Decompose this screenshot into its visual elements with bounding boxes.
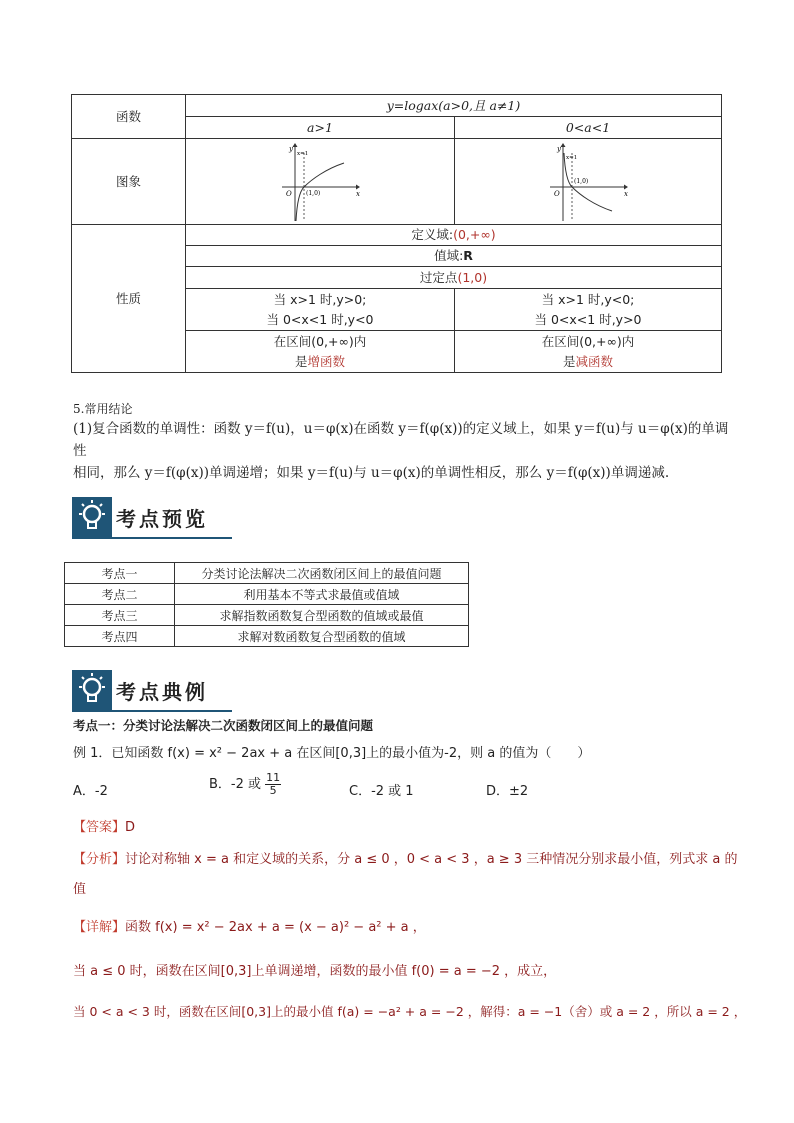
sign1-line1: 当 x>1 时,y>0;	[273, 291, 367, 307]
answer-value: D	[125, 820, 136, 835]
preview-key: 考点一	[65, 563, 175, 584]
table-row	[65, 626, 469, 647]
sign2-line2: 当 0<x<1 时,y>0	[534, 311, 642, 327]
range-cell	[186, 246, 722, 267]
domain-value: (0,+∞)	[453, 227, 496, 242]
mono2-prefix: 是	[562, 353, 576, 369]
lightbulb-icon	[72, 497, 112, 537]
monotonic-cell-decreasing	[455, 331, 722, 373]
graph-decreasing	[455, 139, 722, 225]
table-row	[65, 563, 469, 584]
analysis-tag: 【分析】	[73, 852, 126, 867]
preview-key: 考点二	[65, 584, 175, 605]
detail-line	[73, 916, 426, 935]
option-b-fraction	[265, 772, 281, 797]
answer-tag: 【答案】	[73, 820, 126, 835]
domain-prefix: 定义域:	[411, 227, 454, 242]
graph-x-label: x	[356, 189, 360, 198]
fraction-numerator: 11	[266, 771, 281, 784]
option-d: D．±2	[486, 784, 529, 799]
preview-section-title: 考点预览	[116, 507, 208, 531]
fixed-point-cell	[186, 267, 722, 289]
examples-section-header	[72, 670, 242, 714]
sign1-line2: 当 0<x<1 时,y<0	[266, 311, 374, 327]
option-c: C．-2 或 1	[349, 784, 414, 799]
fraction-denominator: 5	[269, 784, 277, 797]
mono1-value: 增函数	[307, 353, 346, 369]
preview-value: 求解指数函数复合型函数的值域或最值	[175, 605, 469, 626]
example-subtitle: 考点一：分类讨论法解决二次函数闭区间上的最值问题	[73, 718, 374, 733]
log-function-table	[71, 94, 722, 373]
graph-line-label: x=1	[566, 154, 578, 161]
option-b-prefix: B．-2 或	[209, 777, 262, 792]
range-prefix: 值域:	[434, 248, 464, 263]
mono2-value: 减函数	[575, 353, 614, 369]
graph-y-label: y	[557, 144, 561, 153]
graph-origin: O	[554, 189, 560, 198]
graph-y-label: y	[289, 144, 293, 153]
y-axis-arrow	[561, 143, 566, 147]
graph-row-label: 图象	[72, 139, 186, 225]
fixed-prefix: 过定点	[419, 269, 458, 285]
fixed-value: (1,0)	[457, 269, 488, 285]
analysis-text: 讨论对称轴 x = a 和定义域的关系，分 a ≤ 0 ，0 < a < 3 ，a ≥ 3 三种情况分别求最小值，列式求 a 的	[125, 852, 738, 867]
table-row	[65, 605, 469, 626]
graph-point-label: (1,0)	[306, 189, 321, 197]
detail-text: 函数 f(x) = x² − 2ax + a = (x − a)² − a² + a ，	[125, 920, 426, 935]
properties-row-label: 性质	[72, 225, 186, 373]
sign-cell-increasing	[186, 289, 455, 331]
graph-origin: O	[286, 189, 292, 198]
conclusion-body	[73, 418, 733, 484]
detail-line3: 当 0 < a < 3 时，函数在区间[0,3]上的最小值 f(a) = −a² + a = −2 ，解得：a = −1（舍）或 a = 2 ，所以 a = 2 ，	[73, 1004, 747, 1019]
case-a-between-0-1: 0<a<1	[455, 117, 722, 139]
option-b	[209, 772, 281, 797]
conclusion-title: 5.常用结论	[73, 402, 133, 416]
analysis-line2: 值	[73, 882, 87, 897]
preview-section-header	[72, 497, 242, 541]
log-increasing-graph	[280, 141, 360, 223]
graph-x-label: x	[624, 189, 628, 198]
monotonic-cell-increasing	[186, 331, 455, 373]
lightbulb-icon	[72, 670, 112, 710]
mono2-line1: 在区间(0,+∞)内	[541, 333, 635, 349]
graph-increasing	[186, 139, 455, 225]
section-underline	[72, 537, 232, 539]
conclusion-line1: (1)复合函数的单调性：函数 y＝f(u)，u＝φ(x)在函数 y＝f(φ(x))的定义域上，如果 y＝f(u)与 u＝φ(x)的单调性	[73, 421, 729, 459]
preview-value: 求解对数函数复合型函数的值域	[175, 626, 469, 647]
x-axis-arrow	[356, 184, 360, 189]
y-axis-arrow	[293, 143, 298, 147]
domain-cell	[186, 225, 722, 246]
conclusion-line2: 相同，那么 y＝f(φ(x))单调递增；如果 y＝f(u)与 u＝φ(x)的单调性相反，那么 y＝f(φ(x))单调递减.	[73, 465, 670, 481]
preview-value: 利用基本不等式求最值或值域	[175, 584, 469, 605]
preview-value: 分类讨论法解决二次函数闭区间上的最值问题	[175, 563, 469, 584]
sign2-line1: 当 x>1 时,y<0;	[541, 291, 635, 307]
preview-key: 考点四	[65, 626, 175, 647]
function-header: y=logax(a>0,且 a≠1)	[186, 95, 722, 117]
analysis-line	[73, 848, 737, 867]
graph-point-label: (1,0)	[574, 177, 589, 185]
table-row	[65, 584, 469, 605]
mono1-prefix: 是	[294, 353, 308, 369]
section-underline	[72, 710, 232, 712]
preview-key: 考点三	[65, 605, 175, 626]
function-row-label: 函数	[72, 95, 186, 139]
examples-section-title: 考点典例	[116, 680, 208, 704]
detail-tag: 【详解】	[73, 920, 126, 935]
case-a-greater-1: a>1	[186, 117, 455, 139]
option-a: A．-2	[73, 784, 108, 799]
detail-line2: 当 a ≤ 0 时，函数在区间[0,3]上单调递增，函数的最小值 f(0) = a = −2 ，成立，	[73, 964, 557, 979]
graph-line-label: x=1	[297, 150, 309, 157]
x-axis-arrow	[624, 184, 628, 189]
mono1-line1: 在区间(0,+∞)内	[273, 333, 367, 349]
example-question: 例 1．已知函数 f(x) = x² − 2ax + a 在区间[0,3]上的最小值为-2，则 a 的值为（ ）	[73, 746, 591, 761]
range-value: R	[463, 248, 473, 263]
answer-line	[73, 816, 135, 835]
preview-table	[64, 562, 469, 647]
log-decreasing-graph	[548, 141, 628, 223]
sign-cell-decreasing	[455, 289, 722, 331]
